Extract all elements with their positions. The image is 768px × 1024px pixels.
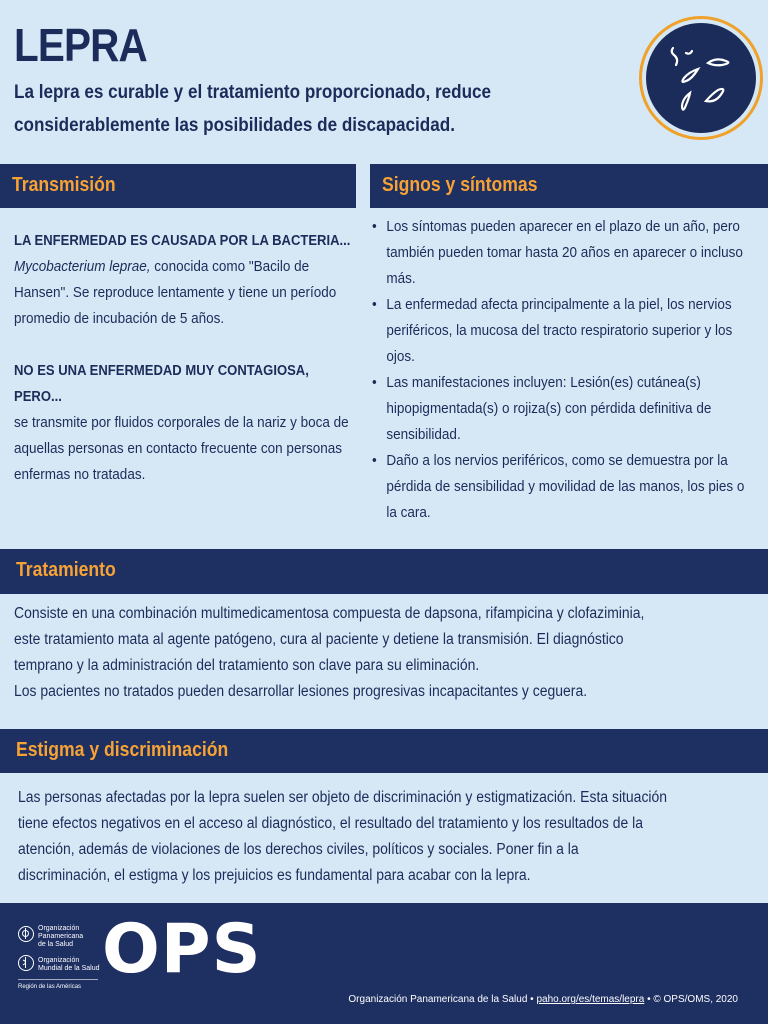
list-item: • Las manifestaciones incluyen: Lesión(es) cutánea(s) hipopigmentada(s) o rojiza(s) con pérdida definitiva de sensibilidad.	[372, 370, 755, 448]
page-subtitle: La lepra es curable y el tratamiento proporcionado, reduce considerablemente las posibilidades de discapacidad.	[14, 82, 492, 136]
text-line: Los pacientes no tratados pueden desarrollar lesiones progresivas incapacitantes y ceguera.	[14, 683, 588, 700]
who-emblem-icon	[18, 955, 34, 971]
transmision-header	[0, 164, 356, 208]
text-line: Consiste en una combinación multimedicamentosa compuesta de dapsona, rifampicina y clofaziminia,	[14, 605, 645, 622]
footer-credit	[348, 994, 738, 1005]
text-line: tiene efectos negativos en el acceso al diagnóstico, el resultado del tratamiento y los resultados de la	[18, 815, 644, 832]
transmision-block2-text: se transmite por fluidos corporales de la nariz y boca de aquellas personas en contacto frecuente con personas enfermas no tratadas.	[14, 414, 349, 483]
text-line: temprano y la administración del tratamiento son clave para su eliminación.	[14, 657, 480, 674]
signos-header	[370, 164, 768, 208]
credit-suffix: • © OPS/OMS, 2020	[644, 994, 738, 1005]
paho-link[interactable]: paho.org/es/temas/lepra	[536, 994, 645, 1005]
text-line: atención, además de violaciones de los derechos civiles, políticos y sociales. Poner fin a la	[18, 841, 579, 858]
tratamiento-header	[0, 549, 768, 594]
org-name-line: Organización	[38, 957, 80, 964]
signos-list	[372, 214, 755, 526]
transmision-body	[14, 228, 352, 488]
tratamiento-body	[14, 601, 734, 705]
transmision-heading: Transmisión	[12, 174, 116, 196]
estigma-header	[0, 729, 768, 773]
bacteria-name: Mycobacterium leprae,	[14, 258, 151, 275]
paho-org-name	[38, 925, 83, 949]
org-name-line: Panamericana	[38, 933, 84, 940]
transmision-block1-heading: LA ENFERMEDAD ES CAUSADA POR LA BACTERIA...	[14, 233, 351, 249]
region-label: Región de las Américas	[18, 984, 82, 990]
paho-emblem-icon	[18, 926, 34, 942]
estigma-body	[18, 785, 738, 889]
org-name-line: de la Salud	[38, 941, 74, 948]
signos-body	[372, 214, 755, 526]
list-item: • La enfermedad afecta principalmente a la piel, los nervios periféricos, la mucosa del tracto respiratorio superior y los ojos.	[372, 292, 755, 370]
signos-heading: Signos y síntomas	[382, 174, 538, 196]
text-line: Las personas afectadas por la lepra suelen ser objeto de discriminación y estigmatización. Esta situación	[18, 789, 668, 806]
credit-prefix: Organización Panamericana de la Salud •	[348, 994, 537, 1005]
org-name-line: Organización	[38, 925, 80, 932]
divider	[18, 979, 98, 980]
tratamiento-heading: Tratamiento	[16, 559, 116, 581]
transmision-block1-text: conocida como "Bacilo de Hansen". Se reproduce lentamente y tiene un período promedio de incubación de 5 años.	[14, 258, 337, 327]
transmision-block2-heading: NO ES UNA ENFERMEDAD MUY CONTAGIOSA, PERO...	[14, 363, 309, 405]
page-title: LEPRA	[14, 19, 147, 71]
estigma-heading: Estigma y discriminación	[16, 739, 229, 761]
ops-logo: OPS	[102, 910, 262, 989]
list-item: • Los síntomas pueden aparecer en el plazo de un año, pero también pueden tomar hasta 20 años en aparecer o incluso más.	[372, 214, 755, 292]
who-org-name	[38, 957, 100, 973]
org-name-line: Mundial de la Salud	[38, 965, 100, 972]
text-line: discriminación, el estigma y los prejuicios es fundamental para acabar con la lepra.	[18, 867, 531, 884]
bacteria-logo-icon	[639, 16, 763, 140]
text-line: este tratamiento mata al agente patógeno, cura al paciente y detiene la transmisión. El diagnóstico	[14, 631, 624, 648]
list-item: • Daño a los nervios periféricos, como se demuestra por la pérdida de sensibilidad y movilidad de las manos, los pies o la cara.	[372, 448, 755, 526]
